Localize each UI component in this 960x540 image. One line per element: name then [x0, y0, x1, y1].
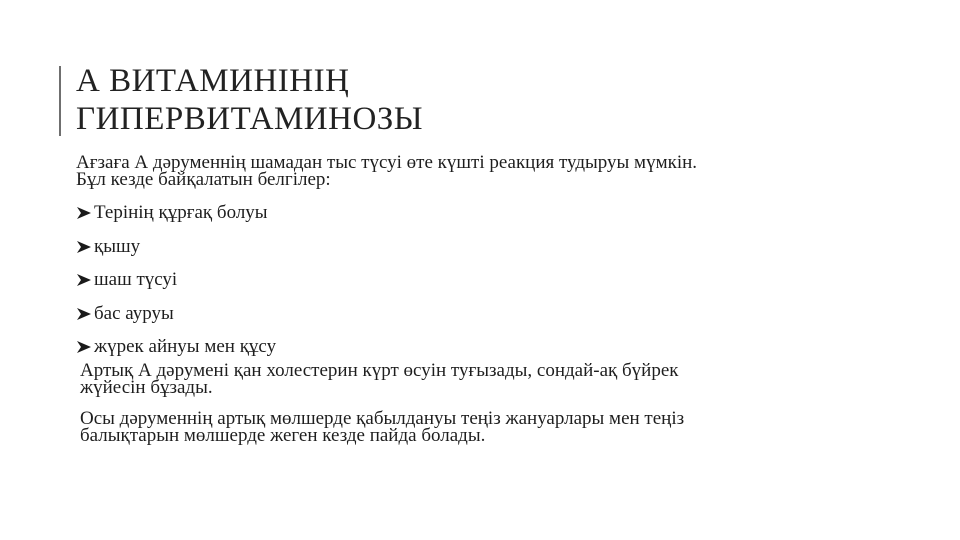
title-line-1: А ВИТАМИНІНІҢ [76, 63, 350, 99]
paragraph-line: жүйесін бұзады. [80, 376, 213, 398]
list-item [76, 269, 836, 291]
slide-title [76, 62, 896, 138]
list-item [76, 236, 836, 258]
arrowhead-check-icon [76, 272, 92, 288]
list-item [76, 202, 836, 224]
closing-paragraphs [76, 359, 836, 446]
list-item-text: жүрек айнуы мен құсу [94, 336, 277, 357]
title-accent-bar [59, 66, 61, 136]
title-line-2: ГИПЕРВИТАМИНОЗЫ [76, 101, 424, 137]
paragraph-line: Артық А дәрумені қан холестерин күрт өсуін туғызады, сондай-ақ бүйрек [80, 359, 679, 381]
slide-body [76, 154, 836, 458]
intro-line-1: Ағзаға А дәруменнің шамадан тыс түсуі өте күшті реакция тудыруы мүмкін. [76, 152, 698, 173]
list-item-text: Терінің құрғақ болуы [94, 202, 268, 223]
list-item-text: бас ауруы [94, 302, 174, 324]
paragraph-line: балықтарын мөлшерде жеген кезде пайда болады. [80, 424, 486, 446]
list-item [76, 303, 836, 325]
paragraph-line: Осы дәруменнің артық мөлшерде қабылдануы теңіз жануарлары мен теңіз [80, 407, 685, 429]
intro-paragraph [76, 154, 836, 188]
list-item-text: шаш түсуі [94, 269, 178, 290]
list-item-text: қышу [94, 235, 141, 257]
symptom-list [76, 202, 836, 358]
list-item [76, 336, 836, 358]
source-paragraph [80, 407, 836, 446]
arrowhead-check-icon [76, 306, 92, 322]
cholesterol-paragraph [80, 359, 836, 398]
arrowhead-check-icon [76, 239, 92, 255]
intro-line-2: Бұл кезде байқалатын белгілер: [76, 169, 331, 190]
arrowhead-check-icon [76, 205, 92, 221]
arrowhead-check-icon [76, 339, 92, 355]
